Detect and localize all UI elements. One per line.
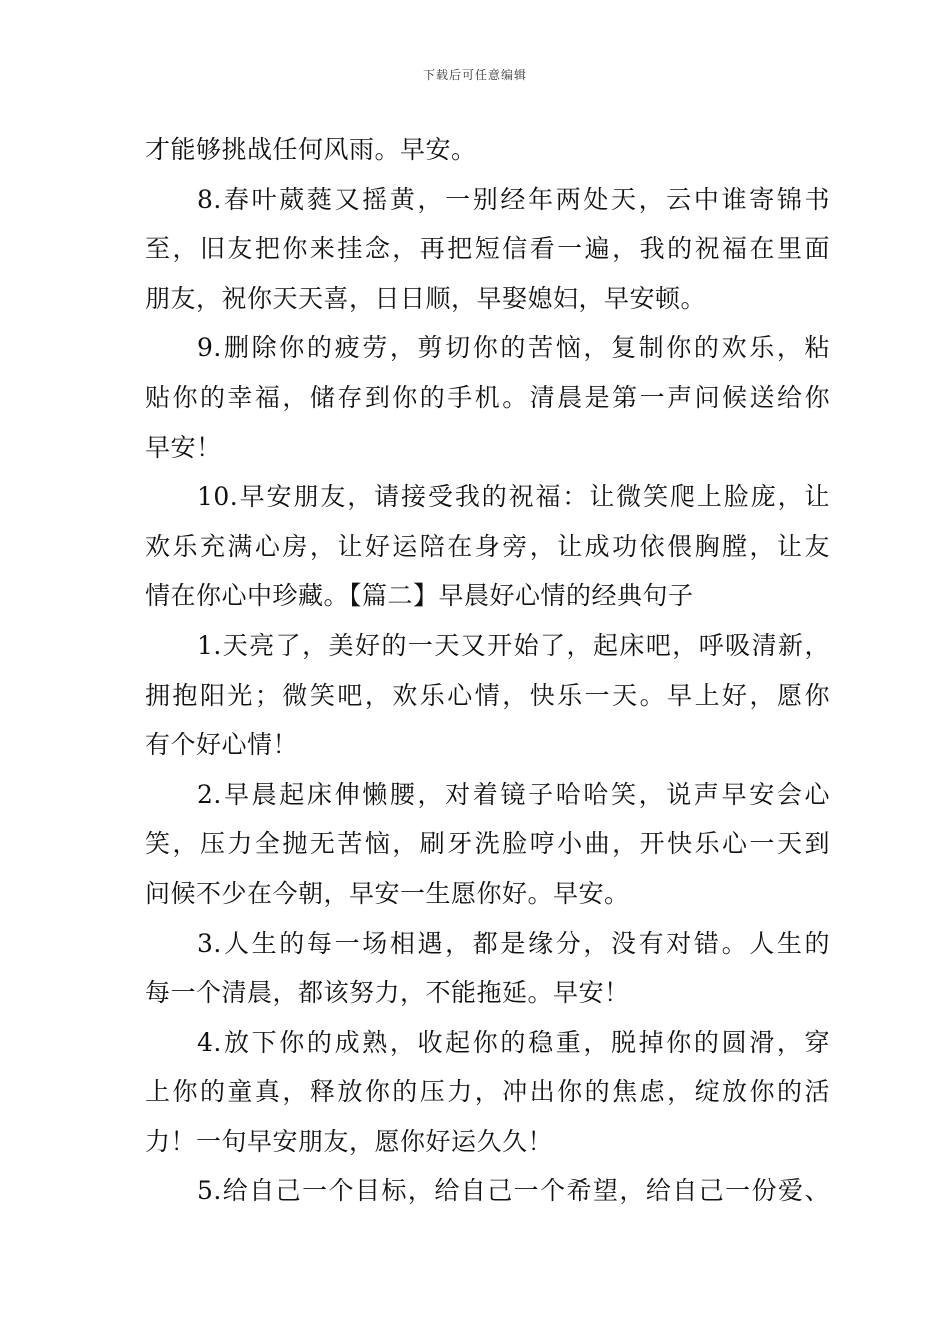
text-line: 有个好心情！ xyxy=(145,730,299,760)
text-line: 3.人生的每一场相遇，都是缘分，没有对错。人生的 xyxy=(197,928,830,958)
text-line: 欢乐充满心房，让好运陪在身旁，让成功依偎胸膛，让友 xyxy=(145,531,830,561)
text-line: 朋友，祝你天天喜，日日顺，早娶媳妇，早安顿。 xyxy=(145,283,707,313)
text-line: 9.删除你的疲劳，剪切你的苦恼，复制你的欢乐，粘 xyxy=(197,333,830,363)
paragraph xyxy=(145,323,830,472)
text-line: 至，旧友把你来挂念，再把短信看一遍，我的祝福在里面 xyxy=(145,234,830,264)
paragraph xyxy=(145,125,830,175)
paragraph xyxy=(145,770,830,919)
text-line: 贴你的幸福，储存到你的手机。清晨是第一声问候送给你 xyxy=(145,382,830,412)
text-line: 5.给自己一个目标，给自己一个希望，给自己一份爱、 xyxy=(197,1176,830,1206)
text-line: 上你的童真，释放你的压力，冲出你的焦虑，绽放你的活 xyxy=(145,1077,830,1107)
text-line: 1.天亮了，美好的一天又开始了，起床吧，呼吸清新， xyxy=(197,630,830,660)
text-line: 2.早晨起床伸懒腰，对着镜子哈哈笑，说声早安会心 xyxy=(197,779,830,809)
page-header: 下载后可任意编辑 xyxy=(422,68,527,82)
text-line: 情在你心中珍藏。【篇二】早晨好心情的经典句子 xyxy=(145,581,694,611)
text-line: 拥抱阳光；微笑吧，欢乐心情，快乐一天。早上好，愿你 xyxy=(145,680,830,710)
text-line: 问候不少在今朝，早安一生愿你好。早安。 xyxy=(145,878,630,908)
text-line: 才能够挑战任何风雨。早安。 xyxy=(145,135,477,164)
paragraph xyxy=(145,1166,830,1216)
text-line: 力！一句早安朋友，愿你好运久久！ xyxy=(145,1126,554,1156)
text-line: 笑，压力全抛无苦恼，刷牙洗脸哼小曲，开快乐心一天到 xyxy=(145,829,830,859)
text-line: 10.早安朋友，请接受我的祝福：让微笑爬上脸庞，让 xyxy=(197,482,830,512)
text-line: 4.放下你的成熟，收起你的稳重，脱掉你的圆滑，穿 xyxy=(197,1027,830,1057)
paragraph xyxy=(145,1018,830,1167)
text-line: 早安！ xyxy=(145,432,222,462)
document-body xyxy=(145,125,830,1216)
paragraph xyxy=(145,621,830,770)
text-line: 8.春叶葳蕤又摇黄，一别经年两处天，云中谁寄锦书 xyxy=(197,184,830,214)
paragraph xyxy=(145,175,830,324)
text-line: 每一个清晨，都该努力，不能拖延。早安！ xyxy=(145,978,630,1008)
paragraph xyxy=(145,919,830,1018)
paragraph xyxy=(145,472,830,621)
